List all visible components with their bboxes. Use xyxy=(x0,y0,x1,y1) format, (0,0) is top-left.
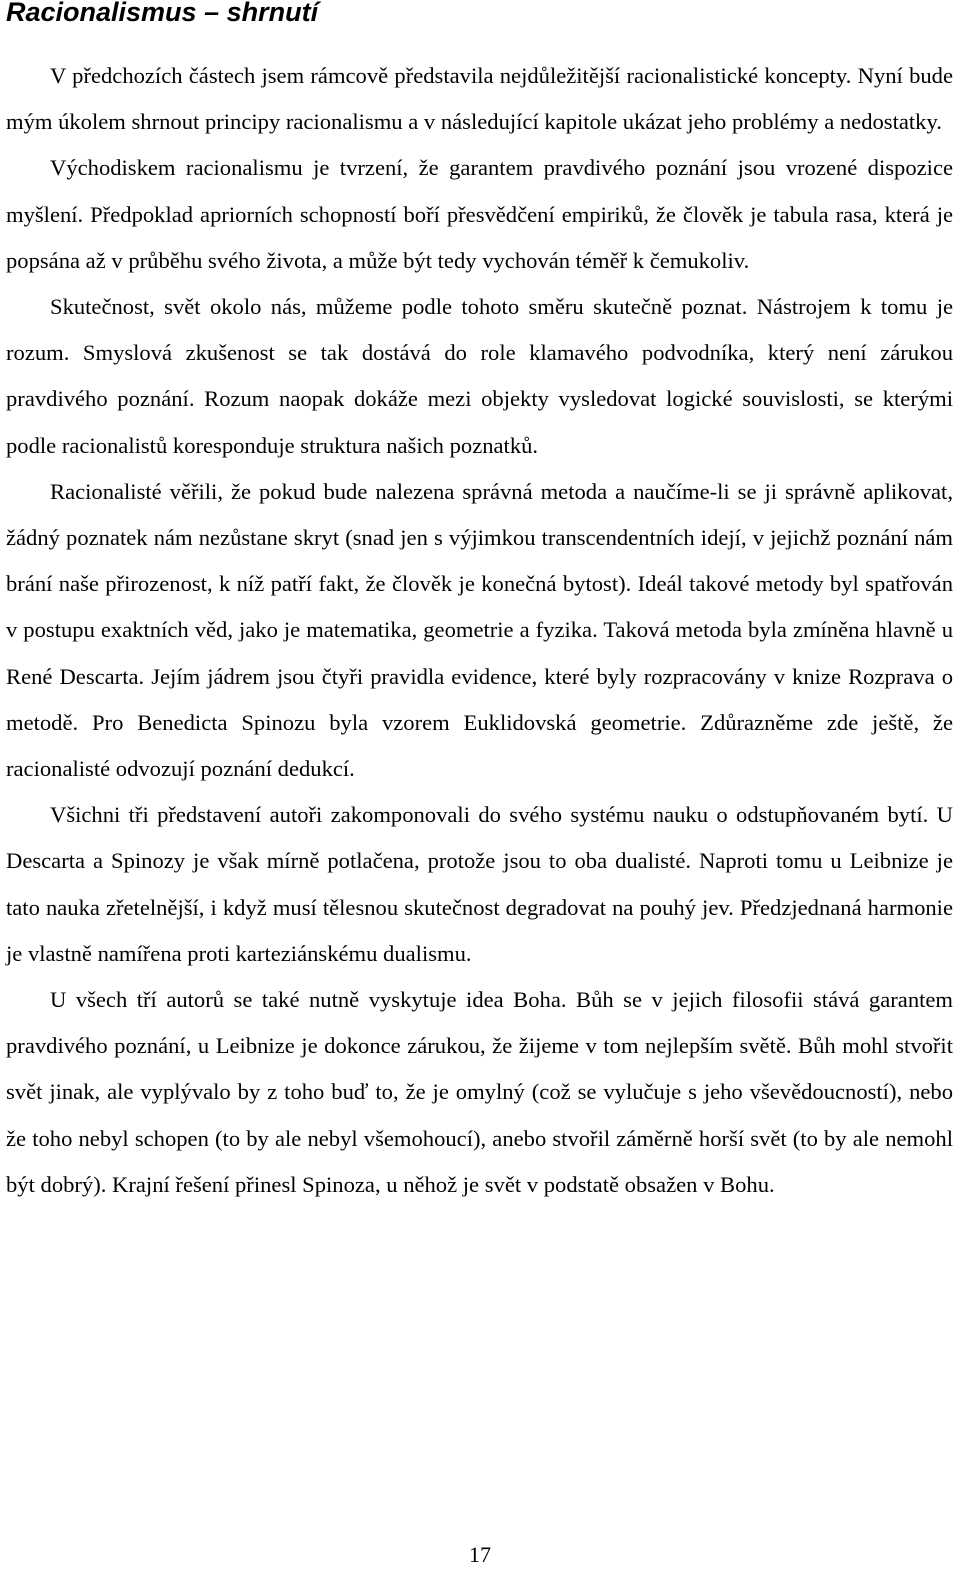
paragraph-4: Racionalisté věřili, že pokud bude nalezena správná metoda a naučíme-li se ji správně aplikovat, žádný poznatek nám nezůstane skryt (snad jen s výjimkou transcendentních idejí, v jejichž poznání nám brání naše přirozenost, k níž patří fakt, že člověk je konečná bytost). Ideál takové metody byl spatřován v postupu exaktních věd, jako je matematika, geometrie a fyzika. Taková metoda byla zmíněna hlavně u René Descarta. Jejím jádrem jsou čtyři pravidla evidence, které byly rozpracovány v knize Rozprava o metodě. Pro Benedicta Spinozu byla vzorem Euklidovská geometrie. Zdůrazněme zde ještě, že racionalisté odvozují poznání dedukcí. xyxy=(6,478,953,782)
body-text xyxy=(6,53,953,1208)
paragraph-5: Všichni tři představení autoři zakomponovali do svého systému nauku o odstupňovaném bytí. U Descarta a Spinozy je však mírně potlačena, protože jsou to oba dualisté. Naproti tomu u Leibnize je tato nauka zřetelnější, i když musí tělesnou skutečnost degradovat na pouhý jev. Předzjednaná harmonie je vlastně namířena proti karteziánskému dualismu. xyxy=(6,802,953,966)
paragraph-2: Východiskem racionalismu je tvrzení, že garantem pravdivého poznání jsou vrozené dispozice myšlení. Předpoklad apriorních schopností boří přesvědčení empiriků, že člověk je tabula rasa, která je popsána až v průběhu svého života, a může být tedy vychován téměř k čemukoliv. xyxy=(6,155,953,273)
section-heading: Racionalismus – shrnutí xyxy=(6,0,319,27)
page-number: 17 xyxy=(469,1542,491,1567)
document-page xyxy=(6,0,953,1208)
paragraph-6: U všech tří autorů se také nutně vyskytuje idea Boha. Bůh se v jejich filosofii stává garantem pravdivého poznání, u Leibnize je dokonce zárukou, že žijeme v tom nejlepším světě. Bůh mohl stvořit svět jinak, ale vyplývalo by z toho buď to, že je omylný (což se vylučuje s jeho vševědoucností), nebo že toho nebyl schopen (to by ale nebyl všemohoucí), anebo stvořil záměrně horší svět (to by ale nemohl být dobrý). Krajní řešení přinesl Spinoza, u něhož je svět v podstatě obsažen v Bohu. xyxy=(6,987,953,1197)
paragraph-1: V předchozích částech jsem rámcově představila nejdůležitější racionalistické koncepty. Nyní bude mým úkolem shrnout principy racionalismu a v následující kapitole ukázat jeho problémy a nedostatky. xyxy=(6,63,953,135)
paragraph-3: Skutečnost, svět okolo nás, můžeme podle tohoto směru skutečně poznat. Nástrojem k tomu je rozum. Smyslová zkušenost se tak dostává do role klamavého podvodníka, který není zárukou pravdivého poznání. Rozum naopak dokáže mezi objekty vysledovat logické souvislosti, se kterými podle racionalistů koresponduje struktura našich poznatků. xyxy=(6,294,953,458)
